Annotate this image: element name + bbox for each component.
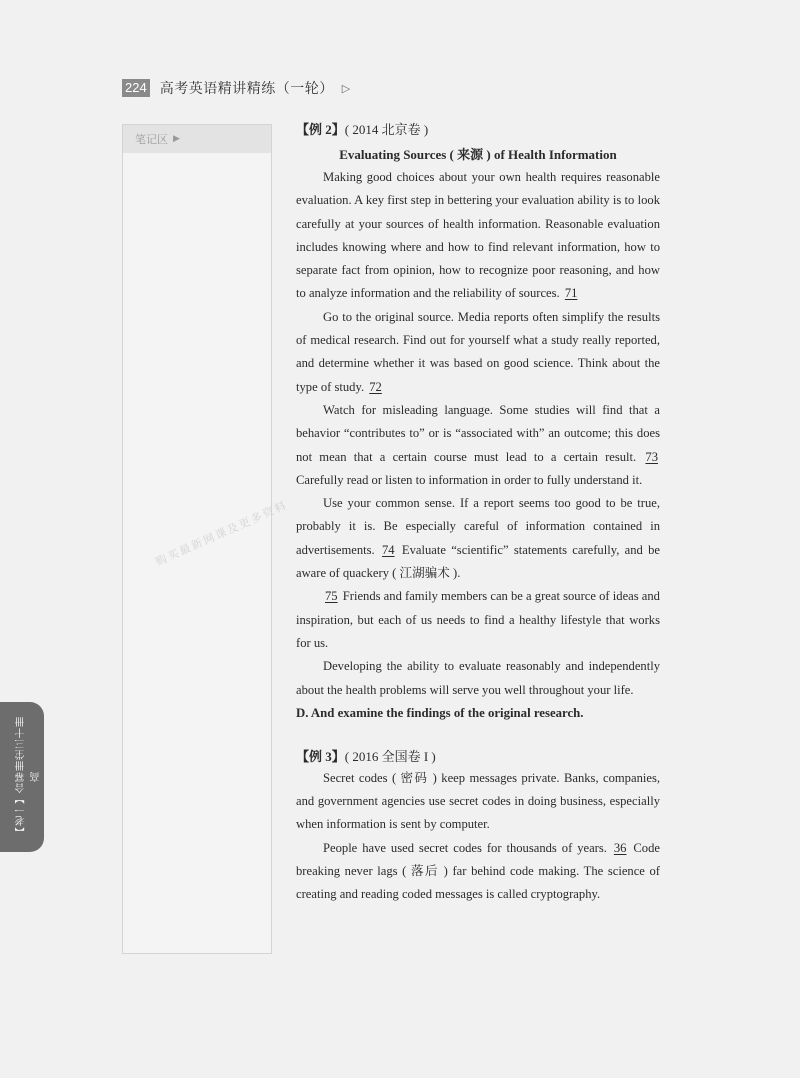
paragraph-5-text: Friends and family members can be a great source of ideas and inspiration, but each of us needs to find a healthy lifestyle that works for us.: [296, 589, 660, 650]
blank-74: 74: [381, 542, 395, 557]
paragraph-2-text: Go to the original source. Media reports often simplify the results of medical research. Find out for yourself what a study really reported, and determine whether it was based on good science. Think about the type of study.: [296, 309, 660, 394]
example-2-label: 【例 2】: [296, 122, 345, 137]
paragraph-3-text-b: Carefully read or listen to information in order to fully understand it.: [296, 472, 643, 487]
side-tab: [0, 702, 44, 852]
blank-73: 73: [645, 449, 658, 464]
page-number: 224: [122, 79, 150, 97]
example-3-source: ( 2016 全国卷 I ): [344, 748, 436, 764]
paragraph-4-text-a: Use your common sense. If a report seems too good to be true, probably it is. Be especially careful of information contained in advertisements.: [296, 496, 660, 557]
example-3-paragraph-2: [296, 837, 660, 907]
paragraph-3: [296, 399, 660, 492]
play-arrow-icon: ▷: [341, 81, 351, 95]
book-title: 高考英语精讲精练（一轮）: [159, 81, 334, 97]
side-tab-text: 【老一】合幂卌坣三十卌高: [16, 716, 42, 838]
paragraph-2: [296, 306, 660, 399]
passage-title: Evaluating Sources ( 来源 ) of Health Information: [339, 147, 617, 162]
paragraph-6: Developing the ability to evaluate reasonably and independently about the health problems will serve you well throughout your life.: [296, 659, 660, 697]
blank-36: 36: [613, 840, 627, 855]
page-header: [122, 78, 350, 98]
blank-71: 71: [564, 286, 578, 301]
blank-75: 75: [325, 589, 338, 604]
watermark: 购买最新网课及更多资料: [153, 498, 290, 569]
example-2-source: ( 2014 北京卷 ): [344, 122, 429, 137]
paragraph-1: [296, 166, 660, 306]
example-3-paragraph-1: Secret codes ( 密码 ) keep messages private. Banks, companies, and government agencies use secret codes in doing business, especially when information is sent by computer.: [296, 770, 660, 832]
example-3-heading: [296, 747, 660, 767]
paragraph-4: [296, 492, 660, 585]
triangle-right-icon: ▶: [173, 134, 180, 144]
notes-header: [123, 125, 271, 153]
example-3-paragraph-2-text-a: People have used secret codes for thousands of years.: [323, 840, 607, 855]
paragraph-4-text-b: Evaluate “scientific” statements carefully, and be aware of quackery ( 江湖骗术 ).: [296, 542, 660, 581]
notes-label: 笔记区: [135, 133, 168, 146]
main-content: [296, 120, 660, 907]
example-3-paragraph-2-text-b: Code breaking never lags ( 落后 ) far behind code making. The science of creating and reading coded messages is called cryptography.: [296, 840, 660, 902]
example-3-label: 【例 3】: [296, 748, 345, 764]
paragraph-3-text-a: Watch for misleading language. Some studies will find that a behavior “contributes to” or is “associated with” an outcome; this does not mean that a certain course must lead to a certain result.: [296, 402, 660, 464]
paragraph-5: [296, 585, 660, 655]
paragraph-1-text: Making good choices about your own health requires reasonable evaluation. A key first step in bettering your evaluation ability is to look carefully at your sources of health information. Reasonable evaluation includes knowing where and how to find relevant information, how to separate fact from opinion, how to recognize poor reasoning, and how to analyze information and the reliability of sources.: [296, 170, 660, 301]
blank-72: 72: [369, 379, 382, 394]
answer-line: D. And examine the findings of the original research.: [296, 705, 584, 720]
example-2-heading: [296, 120, 660, 140]
